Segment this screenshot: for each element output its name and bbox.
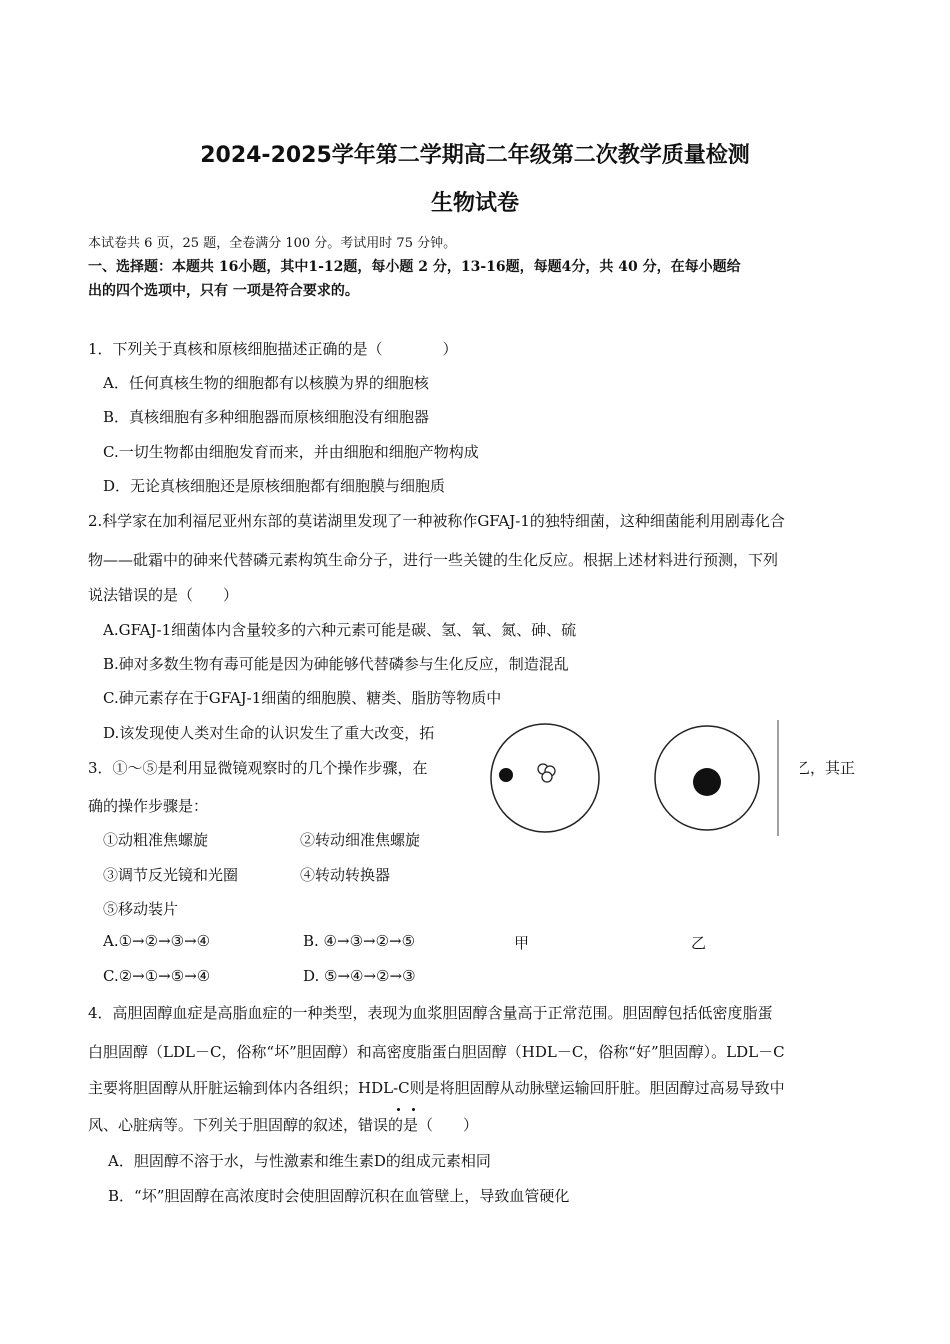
exam-info: 本试卷共 6 页，25 题，全卷满分 100 分。考试用时 75 分钟。	[88, 236, 457, 251]
q3-stem-line1-left: 3．①～⑤是利用显微镜观察时的几个操作步骤，在	[88, 759, 428, 777]
figure-label-yi: 乙	[691, 934, 707, 952]
section-instruction-line1: 一、选择题：本题共 16小题，其中1-12题，每小题 2 分，13-16题，每题4分，共 40 分，在每小题给	[88, 259, 741, 275]
q2-option-b: B.砷对多数生物有毒可能是因为砷能够代替磷参与生化反应，制造混乱	[103, 655, 569, 673]
q3-step-5: ⑤移动装片	[103, 900, 179, 918]
cell-outline-3	[542, 772, 552, 782]
q2-option-a: A.GFAJ-1细菌体内含量较多的六种元素可能是碳、氢、氧、氮、砷、硫	[103, 621, 577, 639]
q4-option-b: B．“坏”胆固醇在高浓度时会使胆固醇沉积在血管壁上，导致血管硬化	[108, 1187, 570, 1205]
q4-stem-line3: 主要将胆固醇从肝脏运输到体内各组织；HDL-C则是将胆固醇从动脉壁运输回肝脏。胆固醇过高易导致中	[88, 1079, 785, 1097]
q4-stem-line2: 白胆固醇（LDL－C，俗称“坏”胆固醇）和高密度脂蛋白胆固醇（HDL－C，俗称“好”胆固醇）。LDL－C	[88, 1043, 785, 1061]
q4-stem-line1: 4．高胆固醇血症是高脂血症的一种类型，表现为血浆胆固醇含量高于正常范围。胆固醇包括低密度脂蛋	[88, 1004, 773, 1022]
figure-label-jia: 甲	[514, 934, 530, 952]
microscope-view-figure	[470, 718, 800, 838]
q3-option-c: C.②→①→⑤→④	[103, 967, 211, 985]
q2-stem-line1: 2.科学家在加利福尼亚州东部的莫诺湖里发现了一种被称作GFAJ-1的独特细菌，这种细菌能利用剧毒化合	[88, 512, 785, 530]
q3-step-4: ④转动转换器	[300, 866, 391, 884]
q2-option-c: C.砷元素存在于GFAJ-1细菌的细胞膜、糖类、脂肪等物质中	[103, 689, 502, 707]
view-yi	[655, 726, 759, 830]
emphasis-dot	[412, 1108, 415, 1111]
q2-stem-line2: 物——砒霜中的砷来代替磷元素构筑生命分子，进行一些关键的生化反应。根据上述材料进行预测，下列	[88, 551, 779, 569]
q3-step-2: ②转动细准焦螺旋	[300, 831, 421, 849]
q1-stem: 1．下列关于真核和原核细胞描述正确的是（ ）	[88, 340, 458, 358]
q3-stem-line2: 确的操作步骤是：	[88, 797, 209, 815]
q2-option-d: D.该发现使人类对生命的认识发生了重大改变，拓	[103, 724, 435, 742]
q1-option-c: C.一切生物都由细胞发育而来，并由细胞和细胞产物构成	[103, 443, 479, 461]
q4-option-a: A．胆固醇不溶于水，与性激素和维生素D的组成元素相同	[108, 1152, 491, 1170]
section-instruction-line2: 出的四个选项中，只有 一项是符合要求的。	[88, 283, 359, 299]
view-jia	[491, 724, 599, 832]
q3-step-1: ①动粗准焦螺旋	[103, 831, 209, 849]
q1-option-d: D．无论真核细胞还是原核细胞都有细胞膜与细胞质	[103, 477, 446, 495]
q2-stem-line3: 说法错误的是（ ）	[88, 586, 239, 604]
cell-dark-large	[693, 768, 721, 796]
emphasis-dot	[397, 1108, 400, 1111]
q3-option-d: D. ⑤→④→②→③	[303, 967, 416, 985]
q4-stem-line4: 风、心脏病等。下列关于胆固醇的叙述，错误的是（ ）	[88, 1116, 479, 1134]
q3-step-3: ③调节反光镜和光圈	[103, 866, 239, 884]
cell-dark-small	[499, 768, 513, 782]
q3-option-a: A.①→②→③→④	[103, 932, 211, 950]
q1-option-b: B．真核细胞有多种细胞器而原核细胞没有细胞器	[103, 408, 430, 426]
q1-option-a: A．任何真核生物的细胞都有以核膜为界的细胞核	[103, 374, 429, 392]
page-title: 2024-2025学年第二学期高二年级第二次教学质量检测	[200, 143, 750, 168]
page-subtitle: 生物试卷	[430, 191, 519, 216]
q3-stem-line1-right: 为乙，其正	[780, 759, 856, 777]
q3-option-b: B. ④→③→②→⑤	[303, 932, 416, 950]
